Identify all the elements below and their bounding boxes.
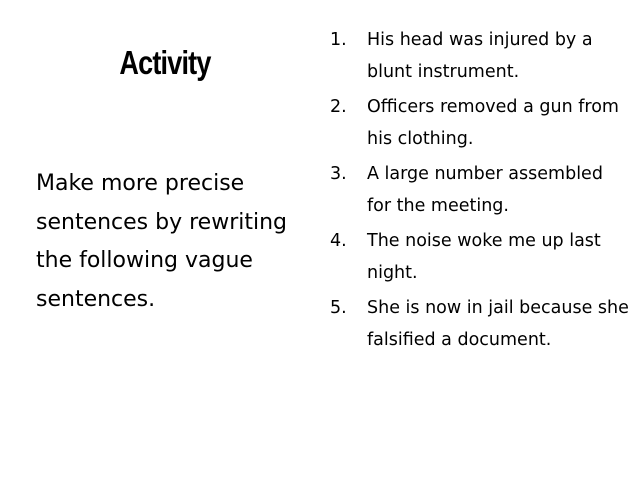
list-item [330, 292, 630, 356]
slide-title: Activity [119, 44, 211, 81]
list-item-number: 5. [330, 298, 347, 318]
instruction-text: Make more precise sentences by rewriting the following vague sentences. [36, 171, 288, 312]
list-item [330, 24, 630, 88]
list-item-number: 4. [330, 231, 347, 251]
list-item-number: 2. [330, 97, 347, 117]
list-item [330, 158, 630, 222]
list-item [330, 91, 630, 155]
list-item [330, 225, 630, 289]
list-item-text: A large number assembled for the meeting. [367, 164, 603, 216]
list-item-number: 3. [330, 164, 347, 184]
list-item-text: Officers removed a gun from his clothing. [367, 97, 619, 149]
sentence-list [330, 24, 630, 359]
list-item-text: His head was injured by a blunt instrument. [367, 30, 593, 82]
list-item-text: The noise woke me up last night. [367, 231, 601, 283]
list-item-number: 1. [330, 30, 347, 50]
list-item-text: She is now in jail because she falsified a document. [367, 298, 629, 350]
